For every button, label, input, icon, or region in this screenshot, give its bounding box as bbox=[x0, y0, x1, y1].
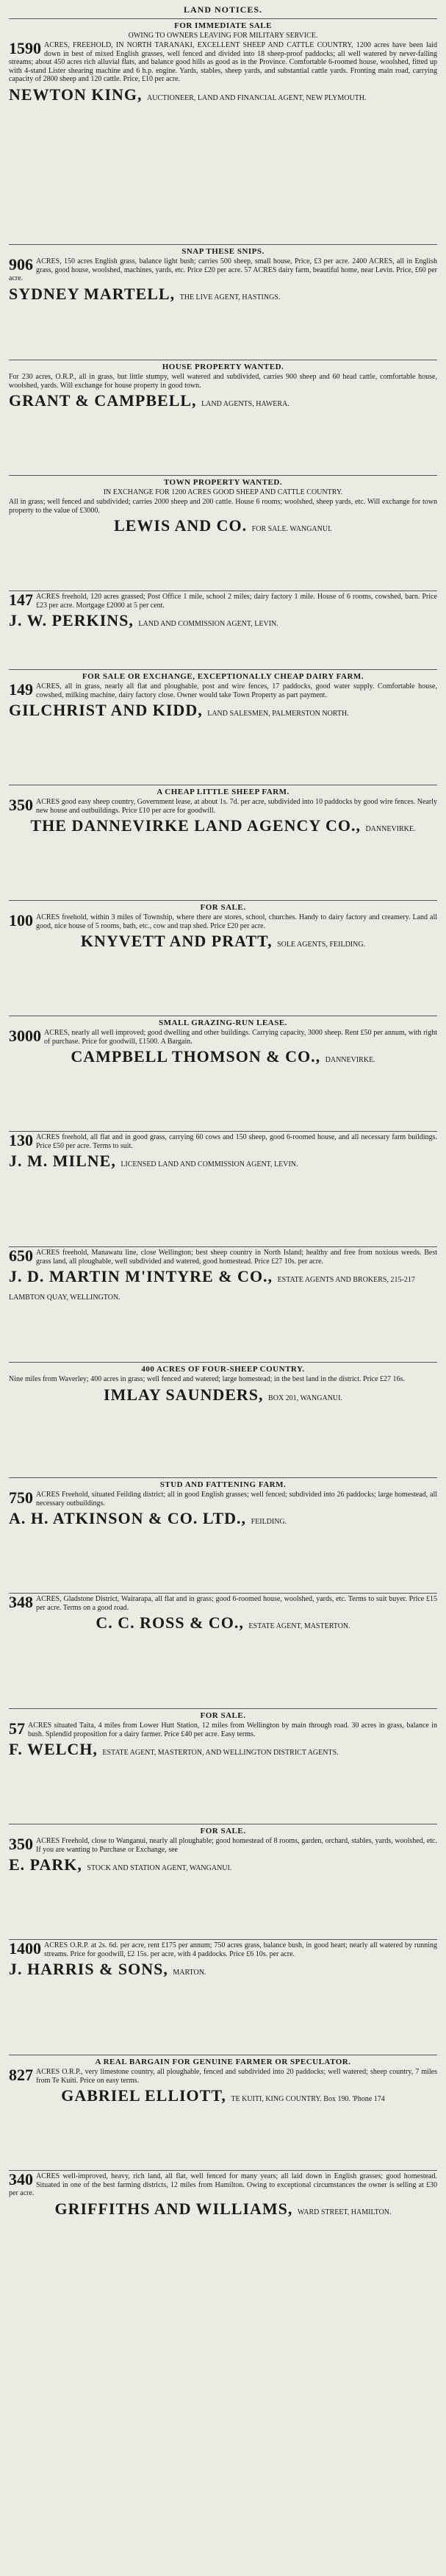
ad-block bbox=[9, 1708, 437, 1824]
ad-block bbox=[9, 360, 437, 475]
ad-signature: J. HARRIS & SONS, MARTON. bbox=[9, 1960, 206, 1978]
ad-body: 348 ACRES, Gladstone District, Wairarapa, all flat and in grass; good 6-roomed house, woolshed, yards, etc. Terms to suit buyer. Price £15 per acre. Terms on a good road. bbox=[9, 1593, 437, 1612]
ad-block bbox=[9, 1131, 437, 1246]
ad-signature: GILCHRIST AND KIDD, LAND SALESMEN, PALMERSTON NORTH. bbox=[9, 701, 349, 719]
ad-block bbox=[9, 244, 437, 360]
ad-acreage: 340 bbox=[9, 2170, 33, 2188]
ad-heading: SNAP THESE SNIPS. bbox=[181, 247, 265, 256]
ad-body: 100 ACRES freehold, within 3 miles of Township, where there are stores, school, churches. Handy to dairy factory and creamery. Land all good, nice house of 5 rooms, bath, etc., cow and trap shed. Price £20 per acre. bbox=[9, 911, 437, 930]
ad-heading: TOWN PROPERTY WANTED. bbox=[163, 478, 283, 487]
ad-signature: GRIFFITHS AND WILLIAMS, WARD STREET, HAMILTON. bbox=[54, 2199, 392, 2218]
ad-body: 149 ACRES, all in grass, nearly all flat and ploughable, post and wire fences, 17 paddocks, good water supply. Comfortable house, cowshed, milking machine, dairy factory close. Owner would take Town Property as part payment. bbox=[9, 680, 437, 699]
ad-heading: A CHEAP LITTLE SHEEP FARM. bbox=[157, 788, 289, 796]
ad-signature: J. W. PERKINS, LAND AND COMMISSION AGENT, LEVIN. bbox=[9, 611, 278, 629]
ad-acreage: 3000 bbox=[9, 1027, 41, 1045]
ad-block bbox=[9, 669, 437, 785]
ad-acreage: 100 bbox=[9, 911, 33, 930]
ad-body: 750 ACRES Freehold, situated Feilding district; all in good English grasses; well fenced; subdivided into 26 paddocks; large homestead, all necessary outbuildings. bbox=[9, 1488, 437, 1508]
ad-acreage: 827 bbox=[9, 2066, 33, 2084]
ad-acreage: 1590 bbox=[9, 39, 41, 57]
ad-heading: FOR SALE OR EXCHANGE, EXCEPTIONALLY CHEAP DAIRY FARM. bbox=[82, 672, 364, 681]
ad-block bbox=[9, 475, 437, 591]
ad-body: 1590 ACRES, FREEHOLD, IN NORTH TARANAKI, EXCELLENT SHEEP AND CATTLE COUNTRY, 1200 acres have been laid down in best of mixed English grasses, well fenced and divided into 18 sheep-proof paddocks; all well watered by never-failing streams; about 450 acres rich alluvial flats, and balance good hills as good as in the Province. Comfortable 6-roomed house, woolshed, fitted up with 4-stand Lister shearing machine and 6 h.p. engine. Yards, stables, sheep yards, and substantial cattle yards. Fronting main road, carrying capacity of 2800 sheep and 120 cattle. Price, £10 per acre. bbox=[9, 39, 437, 83]
ad-acreage: 130 bbox=[9, 1131, 33, 1149]
ad-acreage: 57 bbox=[9, 1719, 25, 1738]
ad-signature: IMLAY SAUNDERS, BOX 201, WANGANUI. bbox=[104, 1385, 342, 1404]
ad-acreage: 350 bbox=[9, 796, 33, 814]
ad-block bbox=[9, 1477, 437, 1593]
ad-body: 3000 ACRES, nearly all well improved; good dwelling and other buildings. Carrying capacity, 3000 sheep. Rent £50 per annum, with right of purchase. Price for goodwill, £1500. A Bargain. bbox=[9, 1027, 437, 1046]
ad-block bbox=[9, 1016, 437, 1131]
ad-heading: A REAL BARGAIN FOR GENUINE FARMER OR SPECULATOR. bbox=[95, 2058, 351, 2066]
ad-heading: STUD AND FATTENING FARM. bbox=[159, 1480, 287, 1489]
ad-signature: J. M. MILNE, LICENSED LAND AND COMMISSION AGENT, LEVIN. bbox=[9, 1152, 298, 1170]
ad-subheading: IN EXCHANGE FOR 1200 ACRES GOOD SHEEP AND CATTLE COUNTRY. bbox=[103, 488, 343, 496]
ad-body: 147 ACRES freehold, 120 acres grassed; Post Office 1 mile, school 2 miles; dairy factory 1 mile. House of 6 rooms, cowshed, barn. Price £23 per acre. Mortgage £2000 at 5 per cent. bbox=[9, 591, 437, 610]
ad-body: 350 ACRES good easy sheep country, Government lease, at about 1s. 7d. per acre, subdivided into 10 paddocks by good wire fences. Nearly new house and outbuildings. Price £10 per acre for goodwill. bbox=[9, 796, 437, 815]
ad-acreage: 650 bbox=[9, 1246, 33, 1265]
ad-heading: FOR SALE. bbox=[200, 1827, 246, 1835]
ad-block bbox=[9, 1593, 437, 1708]
ad-block bbox=[9, 1362, 437, 1477]
ad-acreage: 1400 bbox=[9, 1939, 41, 1958]
page-title: LAND NOTICES. bbox=[183, 4, 263, 15]
ad-signature: A. H. ATKINSON & CO. LTD., FEILDING. bbox=[9, 1509, 287, 1527]
ad-heading: SMALL GRAZING-RUN LEASE. bbox=[159, 1018, 287, 1027]
ad-body: 350 ACRES Freehold, close to Wanganui, nearly all ploughable; good homestead of 8 rooms, garden, orchard, stables, yards, woolshed, etc. If you are wanting to Purchase or Exchange, see bbox=[9, 1835, 437, 1854]
ad-subheading: OWING TO OWNERS LEAVING FOR MILITARY SERVICE. bbox=[128, 32, 318, 40]
ad-body: All in grass; well fenced and subdivided; carries 2000 sheep and 200 cattle. House 6 rooms; woolshed, sheep yards, etc. Will exchange for town property to the value of £3000. bbox=[9, 498, 437, 515]
ad-body: 827 ACRES O.R.P., very limestone country, all ploughable, fenced and subdivided into 20 paddocks; well watered; sheep country, 7 miles from Te Kuiti. Price on easy terms. bbox=[9, 2066, 437, 2085]
ad-block bbox=[9, 18, 437, 244]
ad-block bbox=[9, 785, 437, 900]
ad-heading: HOUSE PROPERTY WANTED. bbox=[162, 363, 284, 371]
ad-body: 130 ACRES freehold, all flat and in good grass, carrying 60 cows and 150 sheep, good 6-roomed house, and all necessary farm buildings. Price £50 per acre. Terms to suit. bbox=[9, 1131, 437, 1150]
ad-block bbox=[9, 591, 437, 669]
ad-signature: E. PARK, STOCK AND STATION AGENT, WANGANUI. bbox=[9, 1855, 232, 1874]
ad-block bbox=[9, 2055, 437, 2170]
ad-block bbox=[9, 2170, 437, 2286]
ad-signature: GRANT & CAMPBELL, LAND AGENTS, HAWERA. bbox=[9, 391, 289, 410]
ad-signature: THE DANNEVIRKE LAND AGENCY CO., DANNEVIRKE. bbox=[30, 816, 416, 835]
ad-body: 1400 ACRES O.R.P. at 2s. 6d. per acre, rent £175 per annum; 750 acres grass, balance bush, in good heart; nearly all watered by running streams. Price for goodwill, £2 15s. per acre, with 4 paddocks. Price £6 10s. per acre. bbox=[9, 1939, 437, 1958]
ad-body: 906 ACRES, 150 acres English grass, balance light bush; carries 500 sheep, small house, Price, £3 per acre. 2400 ACRES, all in English grass, good house, woolshed, machines, yards, etc. Price £20 per acre. 57 ACRES dairy farm, beautiful home, near Levin. Price, £60 per acre. bbox=[9, 255, 437, 282]
ad-heading: FOR SALE. bbox=[200, 903, 246, 912]
ad-signature: CAMPBELL THOMSON & CO., DANNEVIRKE. bbox=[71, 1047, 375, 1066]
ad-signature: J. D. MARTIN M'INTYRE & CO., ESTATE AGENTS AND BROKERS, 215-217 LAMBTON QUAY, WELLINGTON. bbox=[9, 1267, 415, 1302]
ad-acreage: 147 bbox=[9, 591, 33, 609]
ad-body: 340 ACRES well-improved, heavy, rich land, all flat, well fenced for many years; all laid down in English grasses; good homestead. Situated in one of the best farming districts, 12 miles from Hamilton. Owing to exceptional circumstances the owner is selling at £30 per acre. bbox=[9, 2170, 437, 2197]
ad-acreage: 348 bbox=[9, 1593, 33, 1611]
ad-acreage: 149 bbox=[9, 680, 33, 699]
ad-block bbox=[9, 1939, 437, 2055]
ad-block bbox=[9, 900, 437, 1016]
ad-heading: FOR IMMEDIATE SALE bbox=[174, 21, 272, 30]
ad-block bbox=[9, 1824, 437, 1939]
ad-block bbox=[9, 1246, 437, 1362]
ad-signature: KNYVETT AND PRATT, SOLE AGENTS, FEILDING. bbox=[80, 932, 366, 950]
ad-body: 57 ACRES situated Taita, 4 miles from Lower Hutt Station, 12 miles from Wellington by main through road. 30 acres in grass, balance in bush. Splendid proposition for a dairy farmer. Price £40 per acre. Easy terms. bbox=[9, 1719, 437, 1738]
ad-body: 650 ACRES freehold, Manawatu line, close Wellington; best sheep country in North Island; healthy and free from noxious weeds. Best grass land, all ploughable, well subdivided and watered, good homestead. Price £27 10s. per acre. bbox=[9, 1246, 437, 1266]
ad-body: Nine miles from Waverley; 400 acres in grass; well fenced and watered; large homestead; in the best land in the district. Price £27 16s. bbox=[9, 1375, 405, 1383]
ad-signature: C. C. ROSS & CO., ESTATE AGENT, MASTERTON. bbox=[96, 1613, 350, 1632]
ad-signature: SYDNEY MARTELL, THE LIVE AGENT, HASTINGS. bbox=[9, 284, 281, 303]
ad-body: For 230 acres, O.R.P., all in grass, but little stumpy, well watered and subdivided, carries 900 sheep and 60 head cattle, comfortable house, woolshed, yards. Will exchange for house property in good town. bbox=[9, 373, 437, 390]
ad-heading: 400 ACRES OF FOUR-SHEEP COUNTRY. bbox=[141, 1365, 305, 1374]
ad-signature: F. WELCH, ESTATE AGENT, MASTERTON, AND WELLINGTON DISTRICT AGENTS. bbox=[9, 1740, 339, 1758]
ad-acreage: 350 bbox=[9, 1835, 33, 1853]
ad-heading: FOR SALE. bbox=[200, 1711, 246, 1720]
ad-acreage: 906 bbox=[9, 255, 33, 274]
ad-acreage: 750 bbox=[9, 1488, 33, 1507]
ad-signature: NEWTON KING, AUCTIONEER, LAND AND FINANCIAL AGENT, NEW PLYMOUTH. bbox=[9, 85, 367, 104]
ad-signature: GABRIEL ELLIOTT, TE KUITI, KING COUNTRY. Box 190. 'Phone 174 bbox=[61, 2086, 385, 2105]
ad-signature: LEWIS AND CO. FOR SALE. WANGANUI. bbox=[114, 516, 332, 535]
